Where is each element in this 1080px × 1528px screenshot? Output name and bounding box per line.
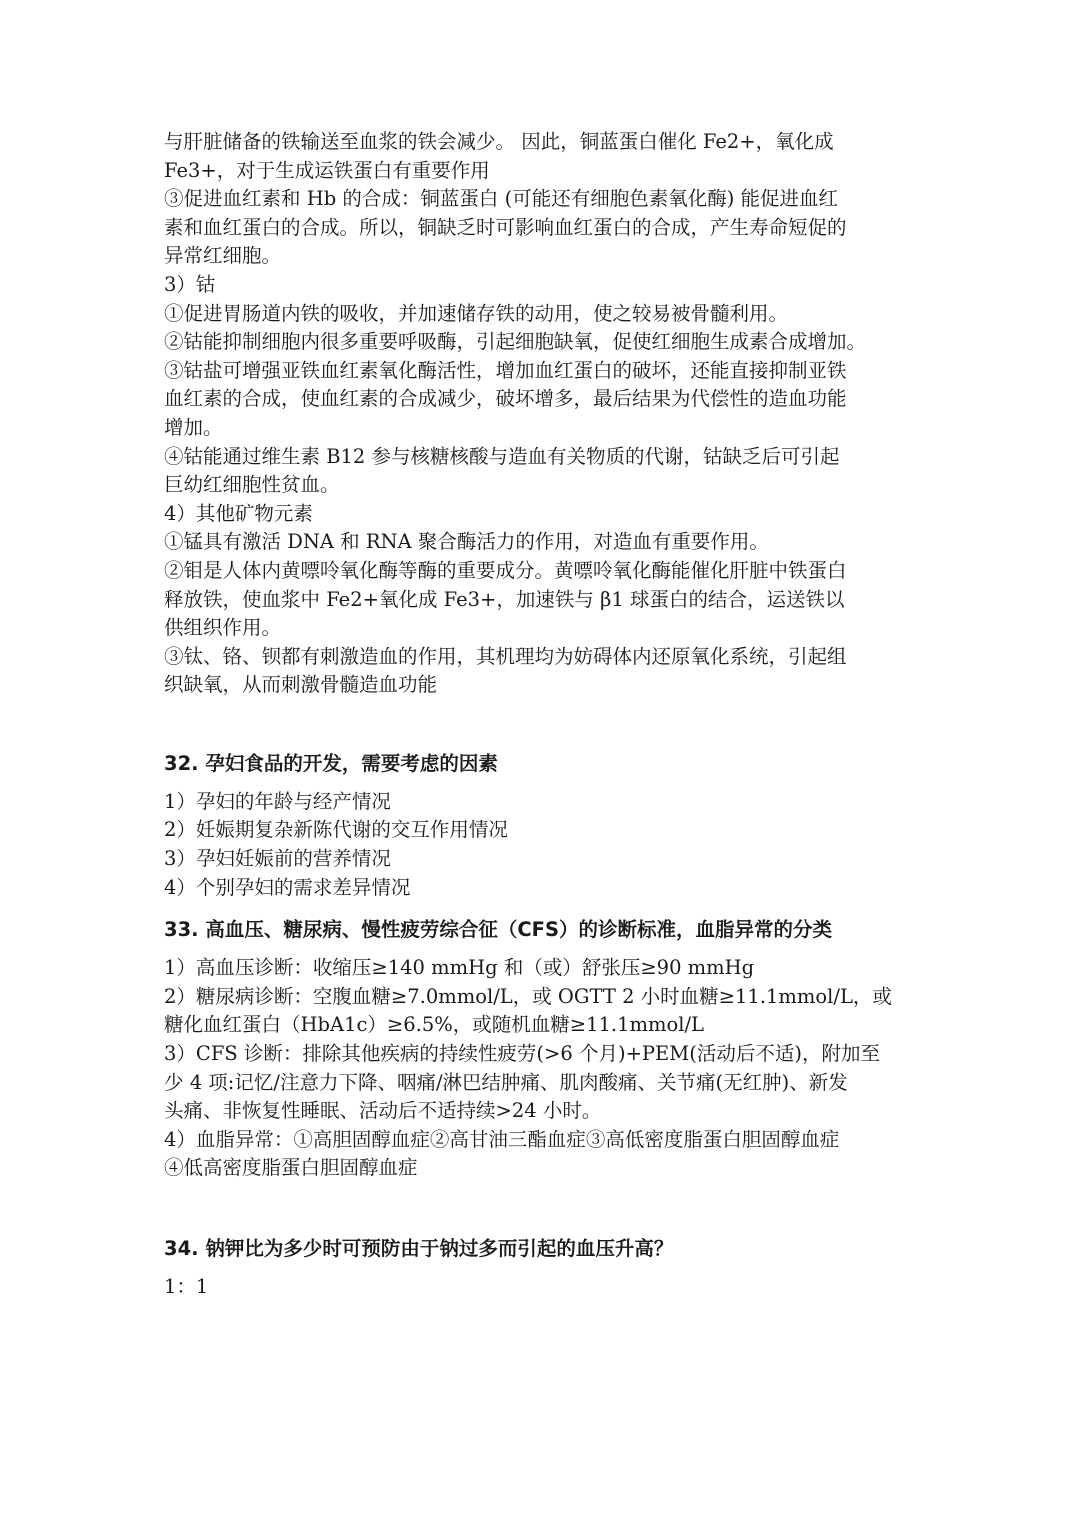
text-line: ④钴能通过维生素 B12 参与核糖核酸与造血有关物质的代谢，钴缺乏后可引起 <box>164 444 840 468</box>
question-33-title: 33. 高血压、糖尿病、慢性疲劳综合征（CFS）的诊断标准，血脂异常的分类 <box>164 918 833 942</box>
list-item: 4）血脂异常：①高胆固醇血症②高甘油三酯血症③高低密度脂蛋白胆固醇血症 <box>164 1127 840 1151</box>
list-item: 3）孕妇妊娠前的营养情况 <box>164 847 391 871</box>
intro-section <box>164 128 924 700</box>
document-body <box>164 128 924 1302</box>
text-line: ①促进胃肠道内铁的吸收，并加速储存铁的动用，使之较易被骨髓利用。 <box>164 301 789 325</box>
subheading-cobalt: 3）钴 <box>164 272 216 296</box>
text-line: ②钼是人体内黄嘌呤氧化酶等酶的重要成分。黄嘌呤氧化酶能催化肝脏中铁蛋白 <box>164 558 847 582</box>
text-line: ③促进血红素和 Hb 的合成：铜蓝蛋白 (可能还有细胞色素氧化酶) 能促进血红 <box>164 187 838 211</box>
text-line: ②钴能抑制细胞内很多重要呼吸酶，引起细胞缺氧，促使红细胞生成素合成增加。 <box>164 330 867 354</box>
text-line: 与肝脏储备的铁输送至血浆的铁会减少。 因此，铜蓝蛋白催化 Fe2+，氧化成 <box>164 130 834 153</box>
question-34-title: 34. 钠钾比为多少时可预防由于钠过多而引起的血压升高？ <box>164 1237 674 1260</box>
text-line: ③钛、铬、钡都有刺激造血的作用，其机理均为妨碍体内还原氧化系统，引起组 <box>164 644 847 668</box>
text-line: 供组织作用。 <box>164 616 282 640</box>
list-item: 1）高血压诊断：收缩压≥140 mmHg 和（或）舒张压≥90 mmHg <box>164 956 755 980</box>
text-line: 糖化血红蛋白（HbA1c）≥6.5%，或随机血糖≥11.1mmol/L <box>164 1013 705 1037</box>
text-line: 释放铁，使血浆中 Fe2+氧化成 Fe3+，加速铁与 β1 球蛋白的结合，运送铁以 <box>164 587 845 611</box>
text-line: 增加。 <box>164 415 223 439</box>
text-line: 素和血红蛋白的合成。所以，铜缺乏时可影响血红蛋白的合成，产生寿命短促的 <box>164 215 847 239</box>
list-item: 3）CFS 诊断：排除其他疾病的持续性疲劳(>6 个月)+PEM(活动后不适)，附加至 <box>164 1042 880 1066</box>
text-line: 异常红细胞。 <box>164 244 282 268</box>
text-line: Fe3+，对于生成运铁蛋白有重要作用 <box>164 158 490 182</box>
question-32-title: 32. 孕妇食品的开发，需要考虑的因素 <box>164 751 498 775</box>
text-line: ④低高密度脂蛋白胆固醇血症 <box>164 1156 418 1180</box>
text-line: 织缺氧，从而刺激骨髓造血功能 <box>164 673 438 697</box>
list-item: 1）孕妇的年龄与经产情况 <box>164 789 391 813</box>
question-34-section <box>164 1235 924 1302</box>
text-line: 血红素的合成，使血红素的合成减少，破坏增多，最后结果为代偿性的造血功能 <box>164 387 847 411</box>
text-line: ①锰具有激活 DNA 和 RNA 聚合酶活力的作用，对造血有重要作用。 <box>164 530 769 554</box>
question-34-answer: 1：1 <box>164 1275 209 1298</box>
subheading-other-minerals: 4）其他矿物元素 <box>164 501 313 525</box>
text-line: 少 4 项:记忆/注意力下降、咽痛/淋巴结肿痛、肌肉酸痛、关节痛(无红肿)、新发 <box>164 1070 848 1094</box>
list-item: 2）妊娠期复杂新陈代谢的交互作用情况 <box>164 818 508 842</box>
text-line: ③钴盐可增强亚铁血红素氧化酶活性，增加血红蛋白的破坏，还能直接抑制亚铁 <box>164 358 847 382</box>
list-item: 2）糖尿病诊断：空腹血糖≥7.0mmol/L，或 OGTT 2 小时血糖≥11.1mmol/L，或 <box>164 984 892 1008</box>
text-line: 巨幼红细胞性贫血。 <box>164 473 340 497</box>
list-item: 4）个别孕妇的需求差异情况 <box>164 875 411 899</box>
question-32-section <box>164 750 924 902</box>
question-33-section <box>164 916 924 1183</box>
text-line: 头痛、非恢复性睡眠、活动后不适持续>24 小时。 <box>164 1099 602 1123</box>
